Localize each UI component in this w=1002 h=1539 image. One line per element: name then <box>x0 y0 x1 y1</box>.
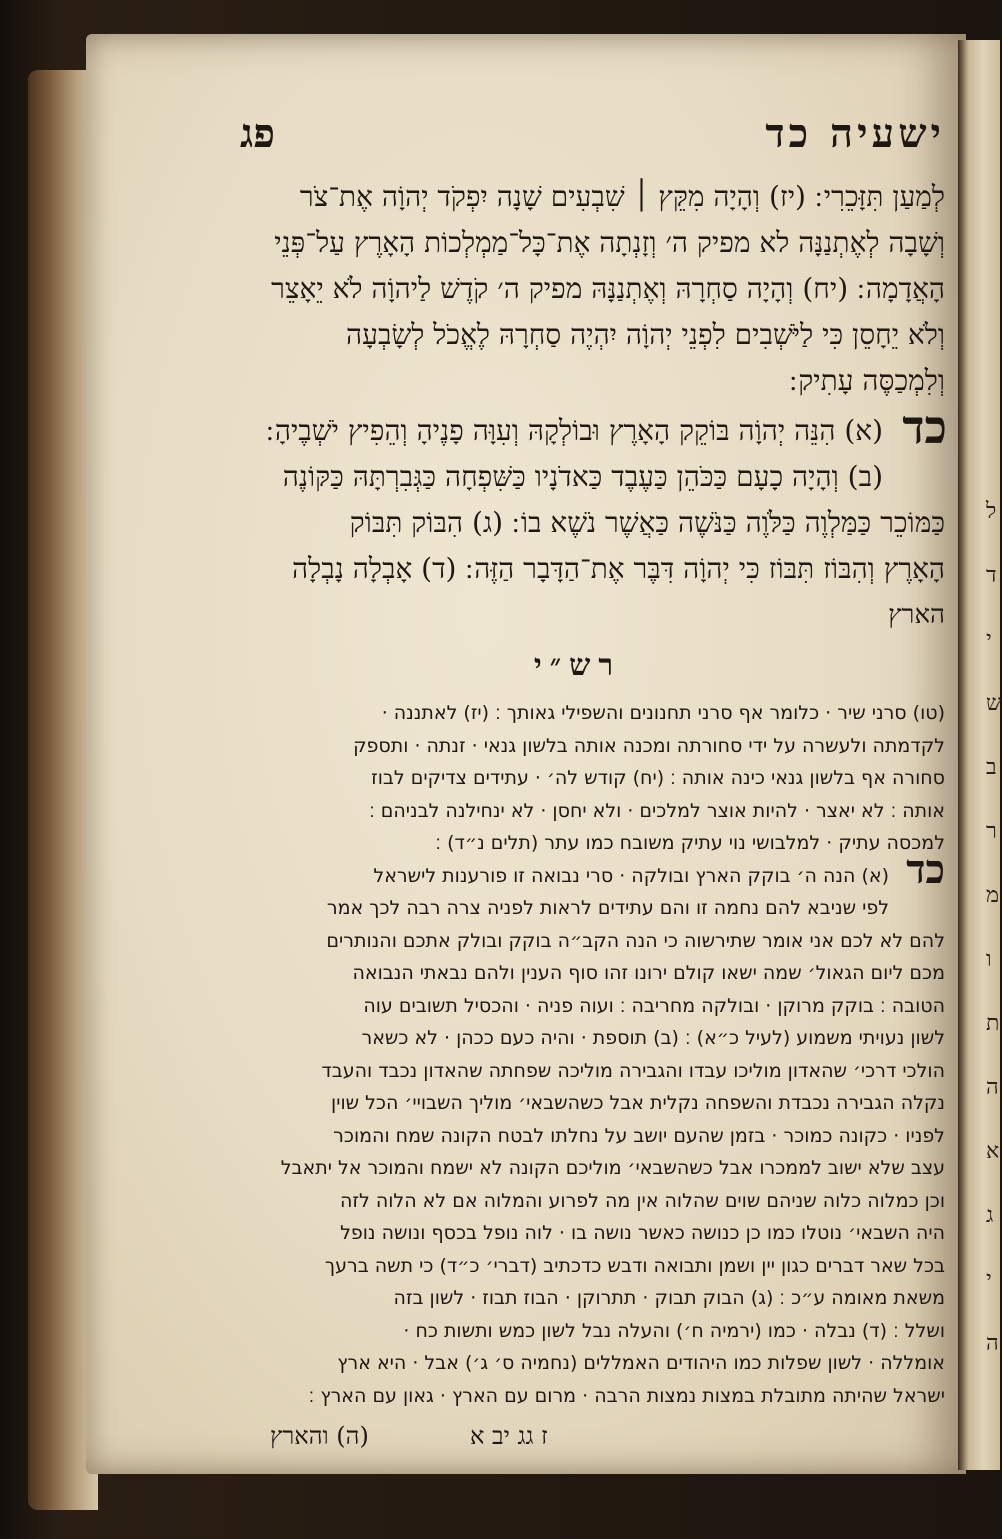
verse-line: לְמַעַן תִּזָּכֵרִי ׃ (יז) וְהָיָה מִקֵּץ ׀ שִׁבְעִים שָׁנָה יִפְקֹד יְהוָֹה אֶת־צֹר <box>299 180 945 213</box>
commentary-line: לקדמתה ולעשרה על ידי סחורתה ומכנה אותה בלשון גנאי · זנתה · ותספק <box>353 734 945 757</box>
facing-page-letter: א <box>986 1139 1000 1164</box>
facing-page-letter: ש <box>986 691 1002 716</box>
commentary-line: עצב שלא ישוב לממכרו אבל כשהשבאי׳ מוליכם הקונה לא ישמח והמוכר אל יתאבל <box>280 1157 945 1179</box>
page-content <box>210 110 945 1462</box>
commentary-block-b <box>210 845 945 1413</box>
commentary-line: ושלל ׃ (ד) נבלה · כמו (ירמיה ח׳) והעלה נבל לשון כמש ותשות כח · <box>403 1319 945 1342</box>
verse-line: וְלִמְכַסֶּה עָתִיק ׃ <box>789 364 945 397</box>
scripture-text-ch23 <box>210 174 945 404</box>
commentary-line: וכן כמלוה כלוה שניהם שוים שהלוה אין מה לפרוע והמלוה אם לא הלוה לזה <box>340 1189 945 1212</box>
page-footer <box>210 1422 945 1462</box>
commentary-line: אותה ׃ לא יאצר · להיות אוצר למלכים · ולא יחסן · לא ינחילנה לבניהם ׃ <box>369 799 945 822</box>
facing-page-letter: ה <box>986 1075 999 1100</box>
facing-page-letter: ר <box>986 819 997 844</box>
verse-line: כַּמּוֹכֵר כַּמַּלְוֶה כַּלֹּוֶה כַּנֹּשֶׁה כַּאֲשֶׁר נֹשֶׁא בוֹ ׃ (ג) הִבּוֹק תִּבּוֹק <box>349 506 945 539</box>
verse-line: (ב) וְהָיָה כָעָם כַּכֹּהֵן כַּעֶבֶד כַּאדֹנָיו כַּשִּׁפְחָה כַּגְּבִרְתָּהּ כַּקּוֹנֶה <box>282 460 883 493</box>
commentary-line: אומללה · לשון שפלות כמו היהודים האמללים (נחמיה ס׳ ג׳) אבל · היא ארץ <box>337 1352 945 1374</box>
commentary-line: משאת מאומה ע״כ ׃ (ג) הבוק תבוק · תתרוקן · הבוז תבוז · לשון בזה <box>393 1287 945 1309</box>
verse-line: הָאֲדָמָה ׃ (יח) וְהָיָה סַחְרָהּ וְאֶתְנַנָּהּ מפיק ה׳ קֹדֶשׁ לַיהוָֹה לֹא יֵאָצֵר <box>271 272 945 305</box>
facing-page-letter: ג <box>986 1203 994 1228</box>
commentary-line: לשון נעויתי משמוע (לעיל כ״א) ׃ (ב) תוספת · והיה כעם ככהן · לא כשאר <box>361 1027 945 1049</box>
commentary-line: נקלה הגבירה נכבדת והשפחה נקלית אבל כשהשבאי׳ מוליך השבויי׳ הכל שוין <box>331 1092 945 1114</box>
commentary-line: מכם ליום הגאול׳ שמה ישאו קולם ירונו זהו סוף הענין ולהם נבאתי הנבואה <box>352 962 945 984</box>
page-number: פג <box>240 110 275 157</box>
facing-page-letter: ת <box>986 1011 1000 1036</box>
commentary-line: הולכי דרכי׳ שהאדון מוליכו עבדו והגבירה מוליכה שפחתה שהאדון נכבד והעבד <box>321 1059 945 1082</box>
facing-page-letter: ה <box>986 1331 999 1356</box>
facing-page-letter: י <box>986 627 992 652</box>
verse-line: וְשָׁבָה לְאֶתְנַנָּה לא מפיק ה׳ וְזָנְתָה אֶת־כָּל־מַמְלְכוֹת הָאָרֶץ עַל־פְּנֵי <box>274 226 945 259</box>
facing-page-letter: ד <box>986 563 997 588</box>
commentary-line: סחורה אף בלשון גנאי כינה אותה ׃ (יח) קודש לה׳ · עתידים צדיקים לבוז <box>371 767 945 789</box>
commentary-chapter-label: כד <box>906 845 945 893</box>
commentary-line: הטובה ׃ בוקק מרוקן · ובולקה מחריבה ׃ ועוה פניה · והכסיל תשובים עוה <box>363 994 945 1017</box>
commentary-line: היה השבאי׳ נוטלו כמו כן כנושה כאשר נושה בו · לוה נופל בכסף ונושה נופל <box>340 1222 945 1244</box>
commentary-line: (טו) סרני שיר · כלומר אף סרני תחנונים והשפילי גאותך ׃ (יז) לאתננה · <box>381 702 945 724</box>
commentary-line: למכסה עתיק · למלבושי נוי עתיק משובח כמו עתר (תלים נ״ד) ׃ <box>435 832 945 854</box>
signature-mark: ז גג יב א <box>470 1422 548 1450</box>
facing-page-text <box>986 480 1000 1380</box>
verse-line: (א) הִנֵּה יְהוָֹה בּוֹקֵק הָאָרֶץ וּבוֹלְקָהּ וְעִוָּה פָנֶיהָ וְהֵפִיץ יֹשְׁבֶיהָ ׃ <box>265 414 883 447</box>
running-head <box>210 110 945 170</box>
commentary-line: להם לא לכם אני אומר שתירשוה כי הנה הקב״ה בוקק ובולק אתכם והנותרים <box>326 929 945 952</box>
footer-catchword: (ה) והארץ <box>270 1422 369 1450</box>
verse-line: וְלֹא יֵחָסֵן כִּי לַיֹּשְׁבִים לִפְנֵי יְהוָֹה יִהְיֶה סַחְרָהּ לֶאֱכֹל לְשָׂבְעָה <box>346 318 945 351</box>
facing-page-letter: ב <box>986 755 997 780</box>
commentary-line: לפניו · כקונה כמוכר · בזמן שהעם יושב על נחלתו לבטח הקונה שמח והמוכר <box>333 1124 945 1147</box>
chapter-label: כד <box>902 400 947 454</box>
commentary-title: רש״י <box>533 648 622 683</box>
commentary-line: לפי שניבא להם נחמה זו והם עתידים לראות לפניה צרה רבה לכך אמר <box>326 897 889 919</box>
facing-page-letter: ל <box>986 499 997 524</box>
catchword: הארץ <box>888 600 945 630</box>
scripture-text-ch24 <box>210 400 947 638</box>
commentary-block-a <box>210 697 945 860</box>
commentary-line: (א) הנה ה׳ בוקק הארץ ובולקה · סרי נבואה זו פורענות לישראל <box>373 864 889 887</box>
facing-page-letter: ו <box>986 947 992 972</box>
commentary-line: בכל שאר דברים כגון יין ושמן ותבואה ודבש כדכתיב (דברי׳ כ״ד) כי תשה ברעך <box>324 1254 945 1277</box>
verse-line: הָאָרֶץ וְהִבּוֹז תִּבּוֹז כִּי יְהוָֹה דִּבֶּר אֶת־הַדָּבָר הַזֶּה ׃ (ד) אָבְלָה נָבְלָה <box>292 552 945 585</box>
facing-page-letter: מ <box>986 883 1000 908</box>
facing-page-letter: י <box>986 1267 992 1292</box>
running-head-book: ישעיה כד <box>765 110 945 157</box>
commentary-line: ישראל שהיתה מתובלת במצות נמצות הרבה · מרום עם הארץ · גאון עם הארץ ׃ <box>308 1384 945 1407</box>
